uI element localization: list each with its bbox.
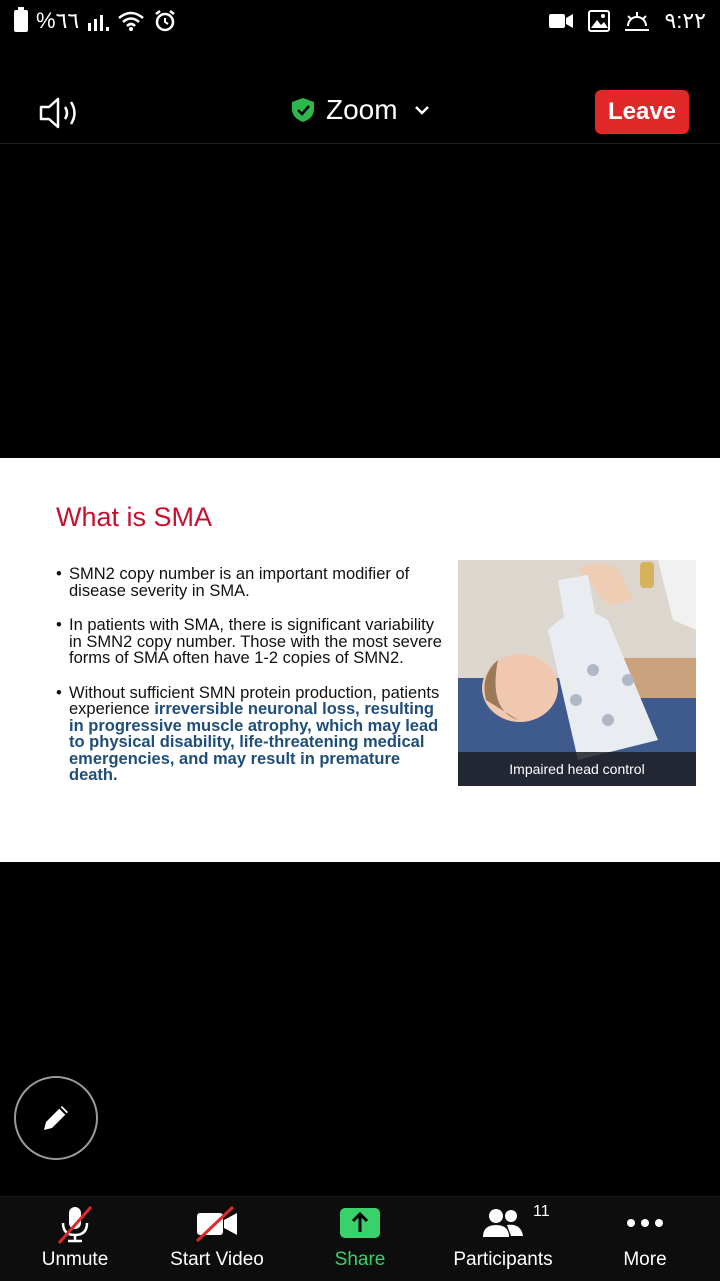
clock: ٩:٢٢	[664, 8, 706, 33]
bullet-item	[56, 617, 448, 667]
slide-title: What is SMA	[56, 502, 213, 532]
participants-button[interactable]	[447, 1197, 559, 1281]
video-icon	[548, 12, 574, 30]
gallery-icon	[588, 10, 610, 32]
wifi-icon	[117, 10, 145, 32]
status-left	[14, 8, 177, 34]
meeting-title-button[interactable]	[290, 94, 430, 126]
status-right	[548, 8, 706, 34]
annotate-button[interactable]	[14, 1076, 98, 1160]
weather-icon	[624, 10, 650, 32]
signal-icon	[87, 11, 109, 31]
share-label: Share	[334, 1249, 386, 1270]
bullet-text: Without sufficient SMN protein production, patients experience	[69, 683, 440, 718]
share-arrow-icon	[338, 1206, 382, 1240]
share-button[interactable]	[322, 1197, 398, 1281]
battery-percent: %٦٦	[36, 8, 80, 33]
bullet-item	[56, 566, 448, 599]
unmute-button[interactable]	[34, 1197, 116, 1281]
start-video-label: Start Video	[170, 1249, 264, 1270]
mic-muted-icon	[55, 1201, 95, 1245]
shared-slide	[0, 458, 720, 862]
participants-label: Participants	[453, 1249, 553, 1270]
start-video-button[interactable]	[163, 1197, 271, 1281]
chevron-down-icon	[414, 104, 430, 116]
participants-icon	[479, 1203, 527, 1243]
bullet-highlight-text: irreversible neuronal loss, resulting in progressive muscle atrophy, which may lead to physical disability, life-threatening medical emergencies, and may result in premature death.	[69, 700, 439, 784]
meeting-header	[0, 78, 720, 148]
header-divider	[0, 143, 720, 144]
meeting-title: Zoom	[326, 94, 398, 125]
speaker-icon[interactable]	[38, 96, 84, 130]
shield-check-icon	[290, 97, 316, 123]
alarm-icon	[153, 9, 177, 33]
bullet-item	[56, 685, 448, 784]
status-bar	[0, 0, 720, 42]
bullet-text: SMN2 copy number is an important modifier of disease severity in SMA.	[69, 565, 410, 600]
more-dots-icon	[625, 1217, 665, 1229]
leave-button[interactable]: Leave	[595, 90, 689, 134]
meeting-toolbar	[0, 1196, 720, 1281]
participant-count-badge: 11	[533, 1203, 550, 1220]
unmute-label: Unmute	[41, 1249, 109, 1270]
pencil-icon	[38, 1100, 74, 1136]
video-off-icon	[193, 1203, 241, 1243]
photo-caption: Impaired head control	[458, 752, 696, 786]
slide-photo	[458, 560, 696, 786]
battery-icon	[14, 10, 28, 32]
more-button[interactable]	[614, 1197, 676, 1281]
slide-bullets	[56, 566, 448, 802]
more-label: More	[623, 1249, 667, 1270]
bullet-text: In patients with SMA, there is significant variability in SMN2 copy number. Those with the most severe forms of SMA often have 1-2 copies of SMN2.	[69, 616, 442, 667]
